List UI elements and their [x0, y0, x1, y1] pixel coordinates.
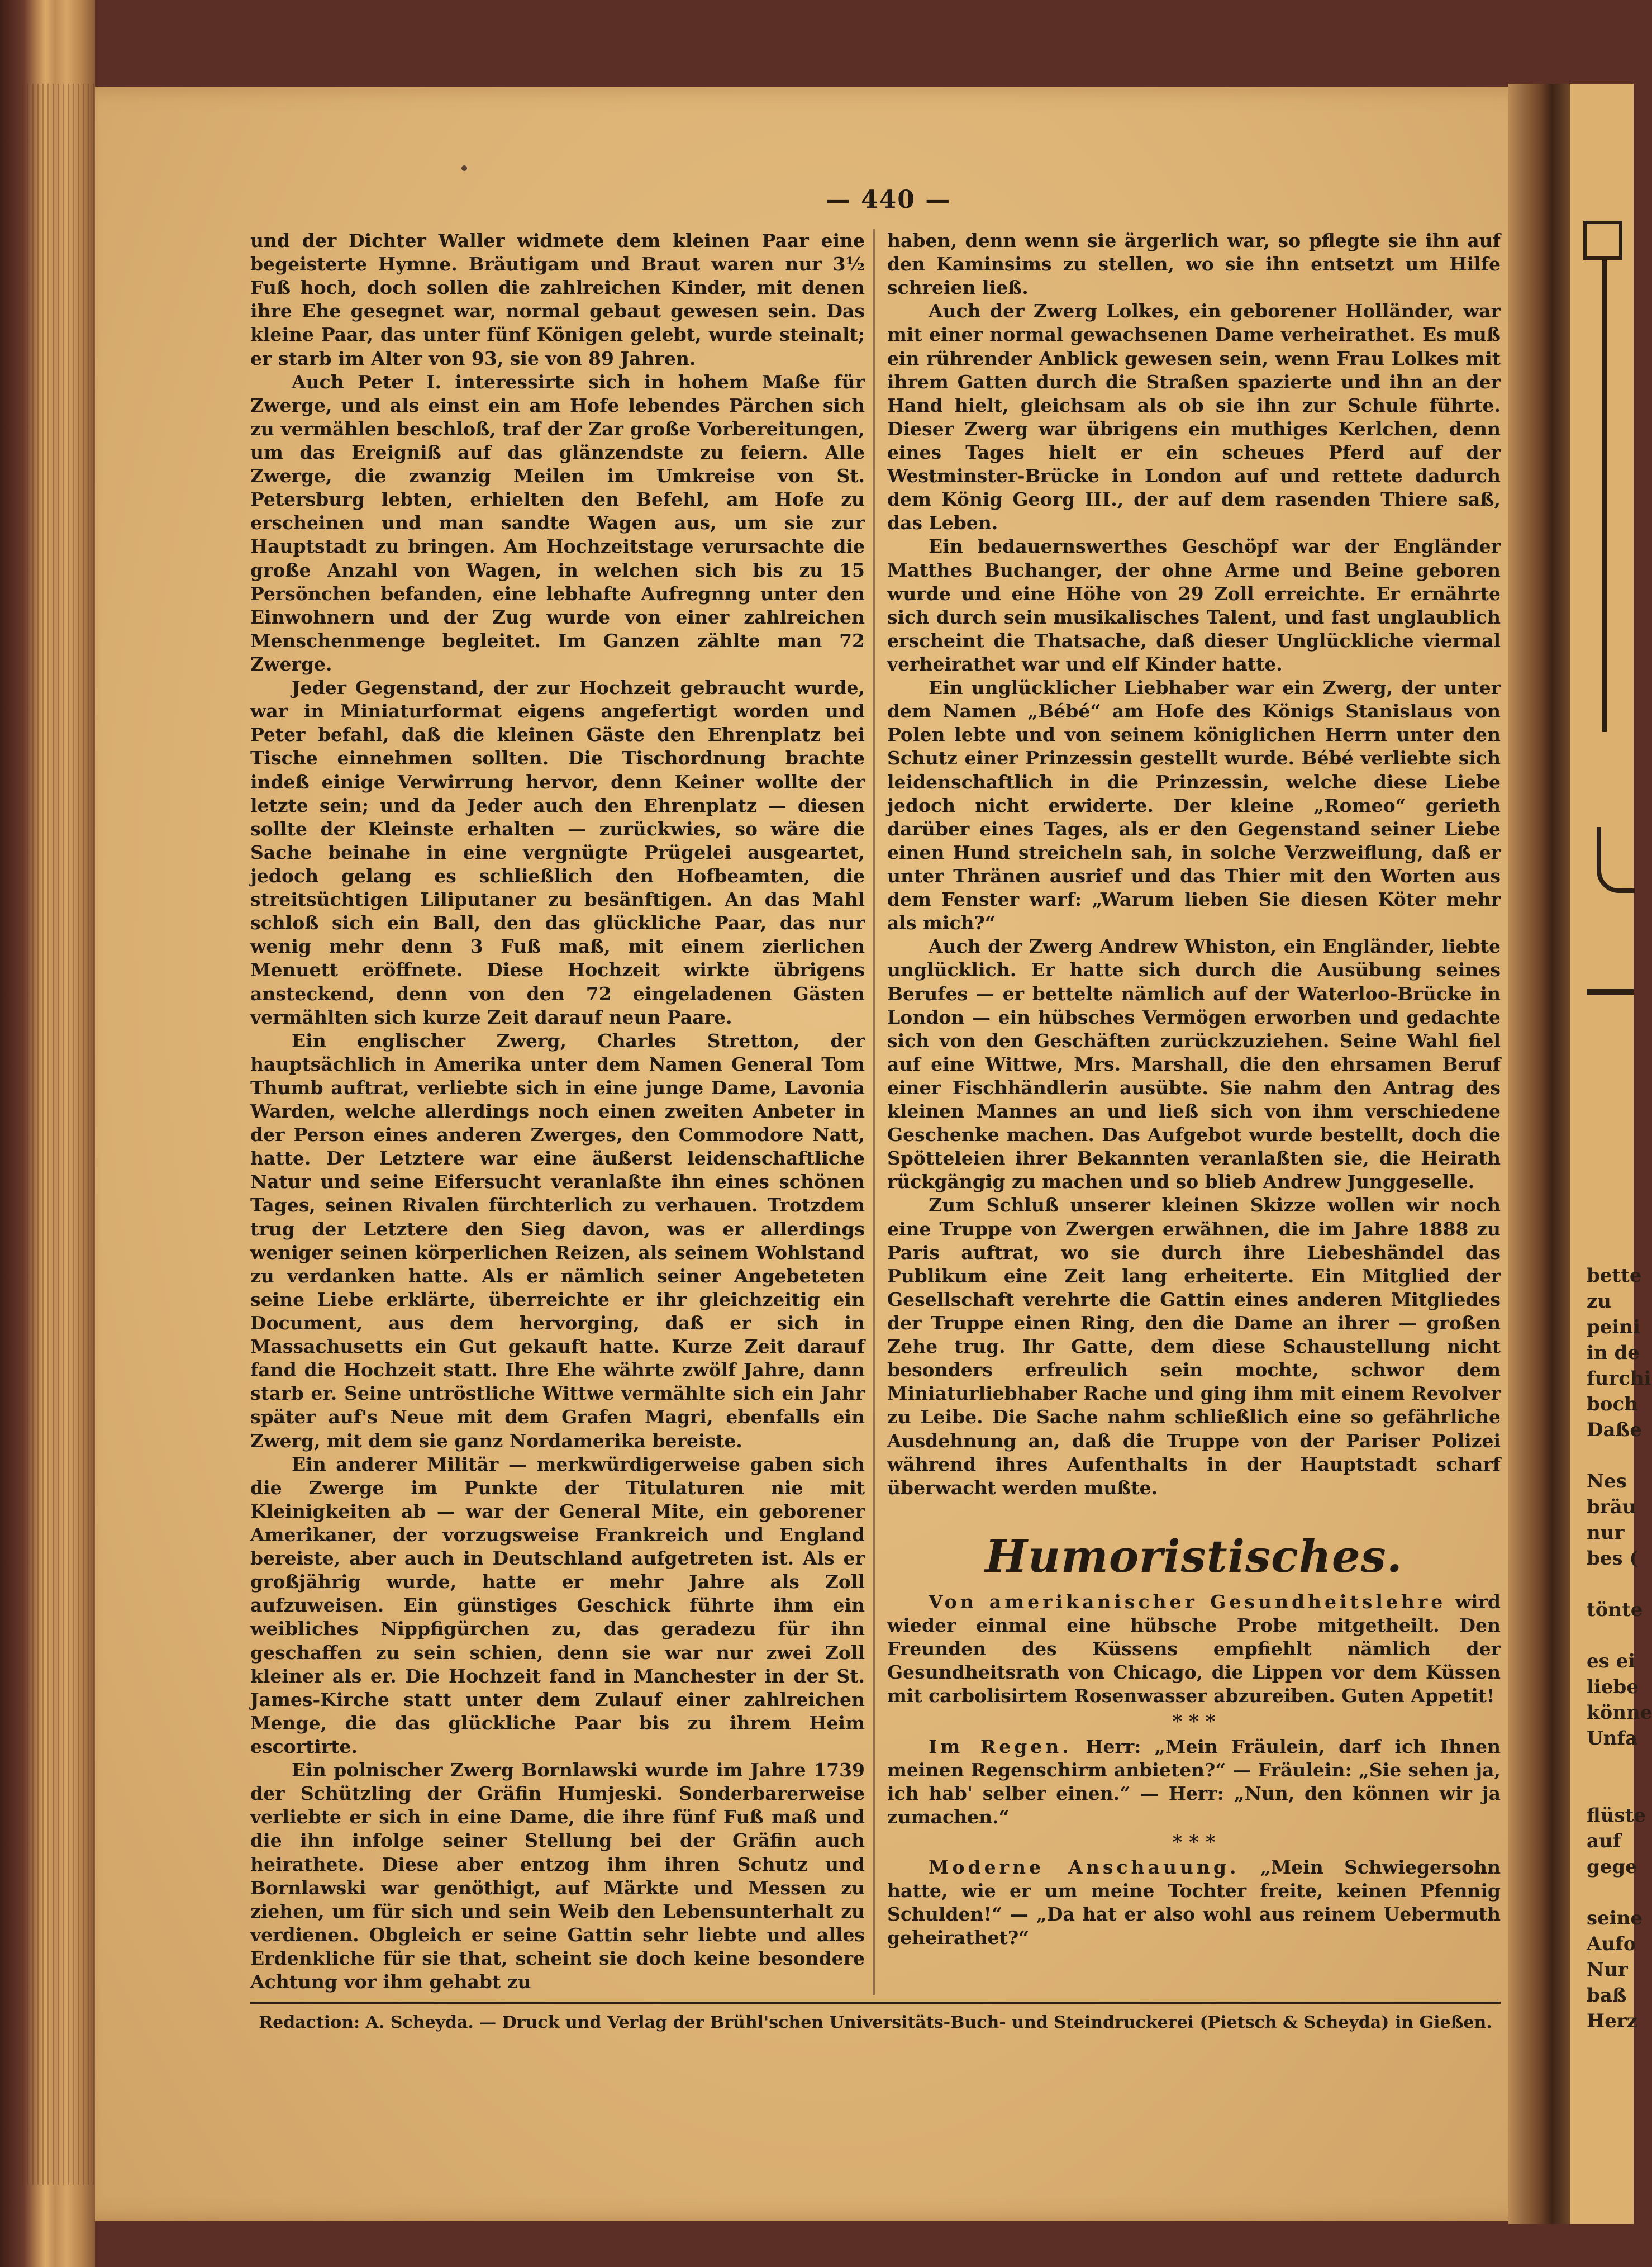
humor-item — [887, 1590, 1501, 1708]
paragraph: Ein bedauernswerthes Geschöpf war der Engländer Matthes Buchanger, der ohne Arme und Beine geboren wurde und eine Höhe von 29 Zoll erreichte. Er ernährte sich durch sein musikalisches Talent, und fast unglaublich erscheint die Thatsache, daß dieser Unglückliche viermal verheirathet war und elf Kinder hatte. — [887, 535, 1501, 675]
paragraph: Ein unglücklicher Liebhaber war ein Zwerg, der unter dem Namen „Bébé“ am Hofe des Königs Stanislaus von Polen lebte und von seinem königlichen Herrn unter den Schutz einer Prinzessin gestellt wurde. Bébé verliebte sich leidenschaftlich in die Prinzessin, welche diese Liebe jedoch nicht erwiderte. Der kleine „Romeo“ gerieth darüber eines Tages, als er den Gegenstand seiner Liebe einen Hund streicheln sah, in solche Verzweiflung, daß er unter Thränen ausrief und das Thier mit den Worten aus dem Fenster warf: „Warum lieben Sie diesen Köter mehr als mich?“ — [887, 677, 1501, 934]
footer-rule — [250, 2002, 1501, 2004]
section-heading: Humoristisches. — [985, 1529, 1403, 1582]
imprint: Redaction: A. Scheyda. — Druck und Verlag der Brühl'schen Universitäts-Buch- und Steindruckerei (Pietsch & Scheyda) in Gießen. — [259, 2013, 1492, 2032]
humor-item-text: wird wieder einmal eine hübsche Probe mitgetheilt. Den Freunden des Küssens empfiehlt nämlich der Gesundheitsrath von Chicago, die Lippen vor dem Küssen mit carbolisirtem Rosenwasser abzureiben. Guten Appetit! — [887, 1591, 1501, 1707]
ornament-bar — [1602, 257, 1607, 732]
paragraph: und der Dichter Waller widmete dem kleinen Paar eine begeisterte Hymne. Bräutigam und Braut waren nur 3½ Fuß hoch, doch sollen die zahlreichen Kinder, mit denen ihre Ehe gesegnet war, normal gebaut gewesen sein. Das kleine Paar, das unter fünf Königen gelebt, wurde steinalt; er starb im Alter von 93, sie von 89 Jahren. — [250, 230, 865, 369]
paragraph: Jeder Gegenstand, der zur Hochzeit gebraucht wurde, war in Miniaturformat eigens angefertigt worden und Peter befahl, daß die kleinen Gäste den Ehrenplatz bei Tische einnehmen sollten. Die Tischordnung brachte indeß einige Verwirrung hervor, denn Keiner wollte der letzte sein; und da Jeder auch den Ehrenplatz — diesen sollte der Kleinste erhalten — zurückwies, so wäre die Sache beinahe in eine vergnügte Prügelei ausgeartet, jedoch gelang es schließlich den Hofbeamten, die streitsüchtigen Liliputaner zu besänftigen. An das Mahl schloß sich ein Ball, den das glückliche Paar, das nur wenig mehr denn 3 Fuß maß, mit einem zierlichen Menuett eröffnete. Diese Hochzeit wirkte übrigens ansteckend, denn von den 72 eingeladenen Gästen vermählten sich kurze Zeit darauf neun Paare. — [250, 677, 865, 1028]
ornament-rule — [1587, 989, 1634, 995]
humor-item-lead: Im Regen. — [929, 1735, 1072, 1757]
humor-item — [887, 1735, 1501, 1829]
left-column — [250, 229, 865, 1994]
next-page-text: bette zu peini in de furchi boch Daße Nes bräu nur bes ( tönte es ei liebe könne Unfa flüste auf gege seine Aufo Nur baß Herz — [1587, 1265, 1652, 2032]
paragraph: haben, denn wenn sie ärgerlich war, so pflegte sie ihn auf den Kaminsims zu stellen, wo sie ihn entsetzt um Hilfe schreien ließ. — [887, 230, 1501, 299]
humor-item-lead: Moderne Anschauung. — [929, 1856, 1240, 1878]
humor-item-text: „Mein Schwiegersohn hatte, wie er um meine Tochter freite, keinen Pfennig Schulden!“ — „Da hat er also wohl aus reinem Uebermuth geheirathet?“ — [887, 1856, 1501, 1949]
paragraph: Zum Schluß unserer kleinen Skizze wollen wir noch eine Truppe von Zwergen erwähnen, die im Jahre 1888 zu Paris auftrat, wo sie durch ihre Liebeshändel das Publikum eine Zeit lang erheiterte. Ein Mitglied der Gesellschaft verehrte die Gattin eines anderen Mitgliedes der Truppe einen Ring, den die Dame an ihrer — großen Zehe trug. Ihr Gatte, dem diese Schaustellung nicht besonders erfreulich sein mochte, schwor dem Miniaturliebhaber Rache und ging ihm mit einem Revolver zu Leibe. Die Sache nahm schließlich eine so gefährliche Ausdehnung an, daß die Truppe von der Pariser Polizei während ihres Aufenthalts in der Hauptstadt scharf überwacht werden mußte. — [887, 1194, 1501, 1499]
humor-item — [887, 1856, 1501, 1950]
humor-item-lead: Von amerikanischer Gesundheitslehre — [929, 1591, 1446, 1613]
paragraph: Ein anderer Militär — merkwürdigerweise gaben sich die Zwerge im Punkte der Titulaturen nie mit Kleinigkeiten ab — war der General Mite, ein geborener Amerikaner, der vorzugsweise Frankreich und England bereiste, aber auch in Deutschland aufgetreten ist. Als er großjährig wurde, hatte er mehr Jahre als Zoll aufzuweisen. Ein günstiges Geschick führte ihm ein weibliches Nippfigürchen zu, das geradezu für ihn geschaffen zu sein schien, denn sie war nur zwei Zoll kleiner als er. Die Hochzeit fand in Manchester in der St. James-Kirche statt unter dem Zulauf einer zahlreichen Menge, die das glückliche Paar bis zu ihrem Heim escortirte. — [250, 1453, 865, 1757]
paragraph: Auch der Zwerg Lolkes, ein geborener Holländer, war mit einer normal gewachsenen Dame verheirathet. Es muß ein rührender Anblick gewesen sein, wenn Frau Lolkes mit ihrem Gatten durch die Straßen spazierte und ihn an der Hand hielt, gleichsam als ob sie ihn zur Schule führte. Dieser Zwerg war übrigens ein muthiges Kerlchen, denn eines Tages hielt er ein scheues Pferd auf der Westminster-Brücke in London auf und rettete dadurch dem König Georg III., der auf dem rasenden Thiere saß, das Leben. — [887, 300, 1501, 534]
paragraph: Auch Peter I. interessirte sich in hohem Maße für Zwerge, und als einst ein am Hofe lebendes Pärchen sich zu vermählen beschloß, traf der Zar große Vorbereitungen, um das Ereigniß auf das glänzendste zu feiern. Alle Zwerge, die zwanzig Meilen im Umkreise von St. Petersburg lebten, erhielten den Befehl, am Hofe zu erscheinen und man sandte Wagen aus, um sie zur Hauptstadt zu bringen. Am Hochzeitstage verursachte die große Anzahl von Wagen, in welchen sich bis zu 15 Persönchen befanden, eine lebhafte Aufregnng unter den Einwohnern und der Zug wurde von einer zahlreichen Menschenmenge begleitet. Im Ganzen zählte man 72 Zwerge. — [250, 370, 865, 675]
page-number: — 440 — — [825, 186, 951, 214]
asterism: * * * — [1172, 1710, 1216, 1733]
humor-item-text: Herr: „Mein Fräulein, darf ich Ihnen meinen Regenschirm anbieten?“ — Fräulein: „Sie sehen ja, ich hab' selber einen.“ — Herr: „Nun, den können wir ja zumachen.“ — [887, 1735, 1501, 1828]
paragraph: Auch der Zwerg Andrew Whiston, ein Engländer, liebte unglücklich. Er hatte sich durch die Ausübung seines Berufes — er bettelte nämlich auf der Waterloo-Brücke in London — ein hübsches Vermögen erworben und gedachte sich von den Geschäften zurückzuziehen. Seine Wahl fiel auf eine Wittwe, Mrs. Marshall, die den ehrsamen Beruf einer Fischhändlerin ausübte. Sie nahm den Antrag des kleinen Mannes an und ließ sich von ihm verschiedene Geschenke machen. Das Aufgebot wurde bestellt, doch die Spötteleien ihrer Bekannten veranlaßten sie, die Heirath rückgängig zu machen und so blieb Andrew Junggeselle. — [887, 935, 1501, 1193]
ornament-frame-icon — [1583, 221, 1622, 260]
paragraph: Ein englischer Zwerg, Charles Stretton, der hauptsächlich in Amerika unter dem Namen General Tom Thumb auftrat, verliebte sich in eine junge Dame, Lavonia Warden, welche allerdings noch einen zweiten Anbeter in der Person eines anderen Zwerges, den Commodore Natt, hatte. Der Letztere war eine äußerst leidenschaftliche Natur und seine Eifersucht veranlaßte ihn eines schönen Tages, seinen Rivalen fürchterlich zu verhauen. Trotzdem trug der Letztere den Sieg davon, was er allerdings weniger seinen körperlichen Reizen, als seinem Wohlstand zu verdanken hatte. Als er nämlich seiner Angebeteten seine Liebe erklärte, überreichte er ihr gleichzeitig ein Document, aus dem hervorging, daß er sich in Massachusetts ein Gut gekauft hatte. Kurze Zeit darauf fand die Hochzeit statt. Ihre Ehe währte zwölf Jahre, dann starb er. Seine untröstliche Wittwe vermählte sich ein Jahr später auf's Neue mit dem Grafen Magri, ebenfalls ein Zwerg, mit dem sie ganz Nordamerika bereiste. — [250, 1029, 865, 1452]
ornament-scroll-icon — [1597, 827, 1635, 893]
page-edge-lines — [22, 84, 95, 2185]
column-divider — [873, 229, 875, 1995]
right-column — [887, 229, 1501, 1950]
asterism: * * * — [1172, 1831, 1216, 1853]
print-speck — [461, 165, 467, 171]
next-page-fragment — [1570, 84, 1652, 2224]
paragraph: Ein polnischer Zwerg Bornlawski wurde im Jahre 1739 der Schützling der Gräfin Humjeski. Sonderbarerweise verliebte er sich in eine Dame, die ihre fünf Fuß maß und die ihn infolge seiner Stellung bei der Gräfin auch heirathete. Diese aber entzog ihm ihren Schutz und Bornlawski war genöthigt, auf Märkte und Messen zu ziehen, um für sich und sein Weib den Lebensunterhalt zu verdienen. Obgleich er seine Gattin sehr liebte und alles Erdenkliche für sie that, scheint sie doch keine besondere Achtung vor ihm gehabt zu — [250, 1759, 865, 1993]
